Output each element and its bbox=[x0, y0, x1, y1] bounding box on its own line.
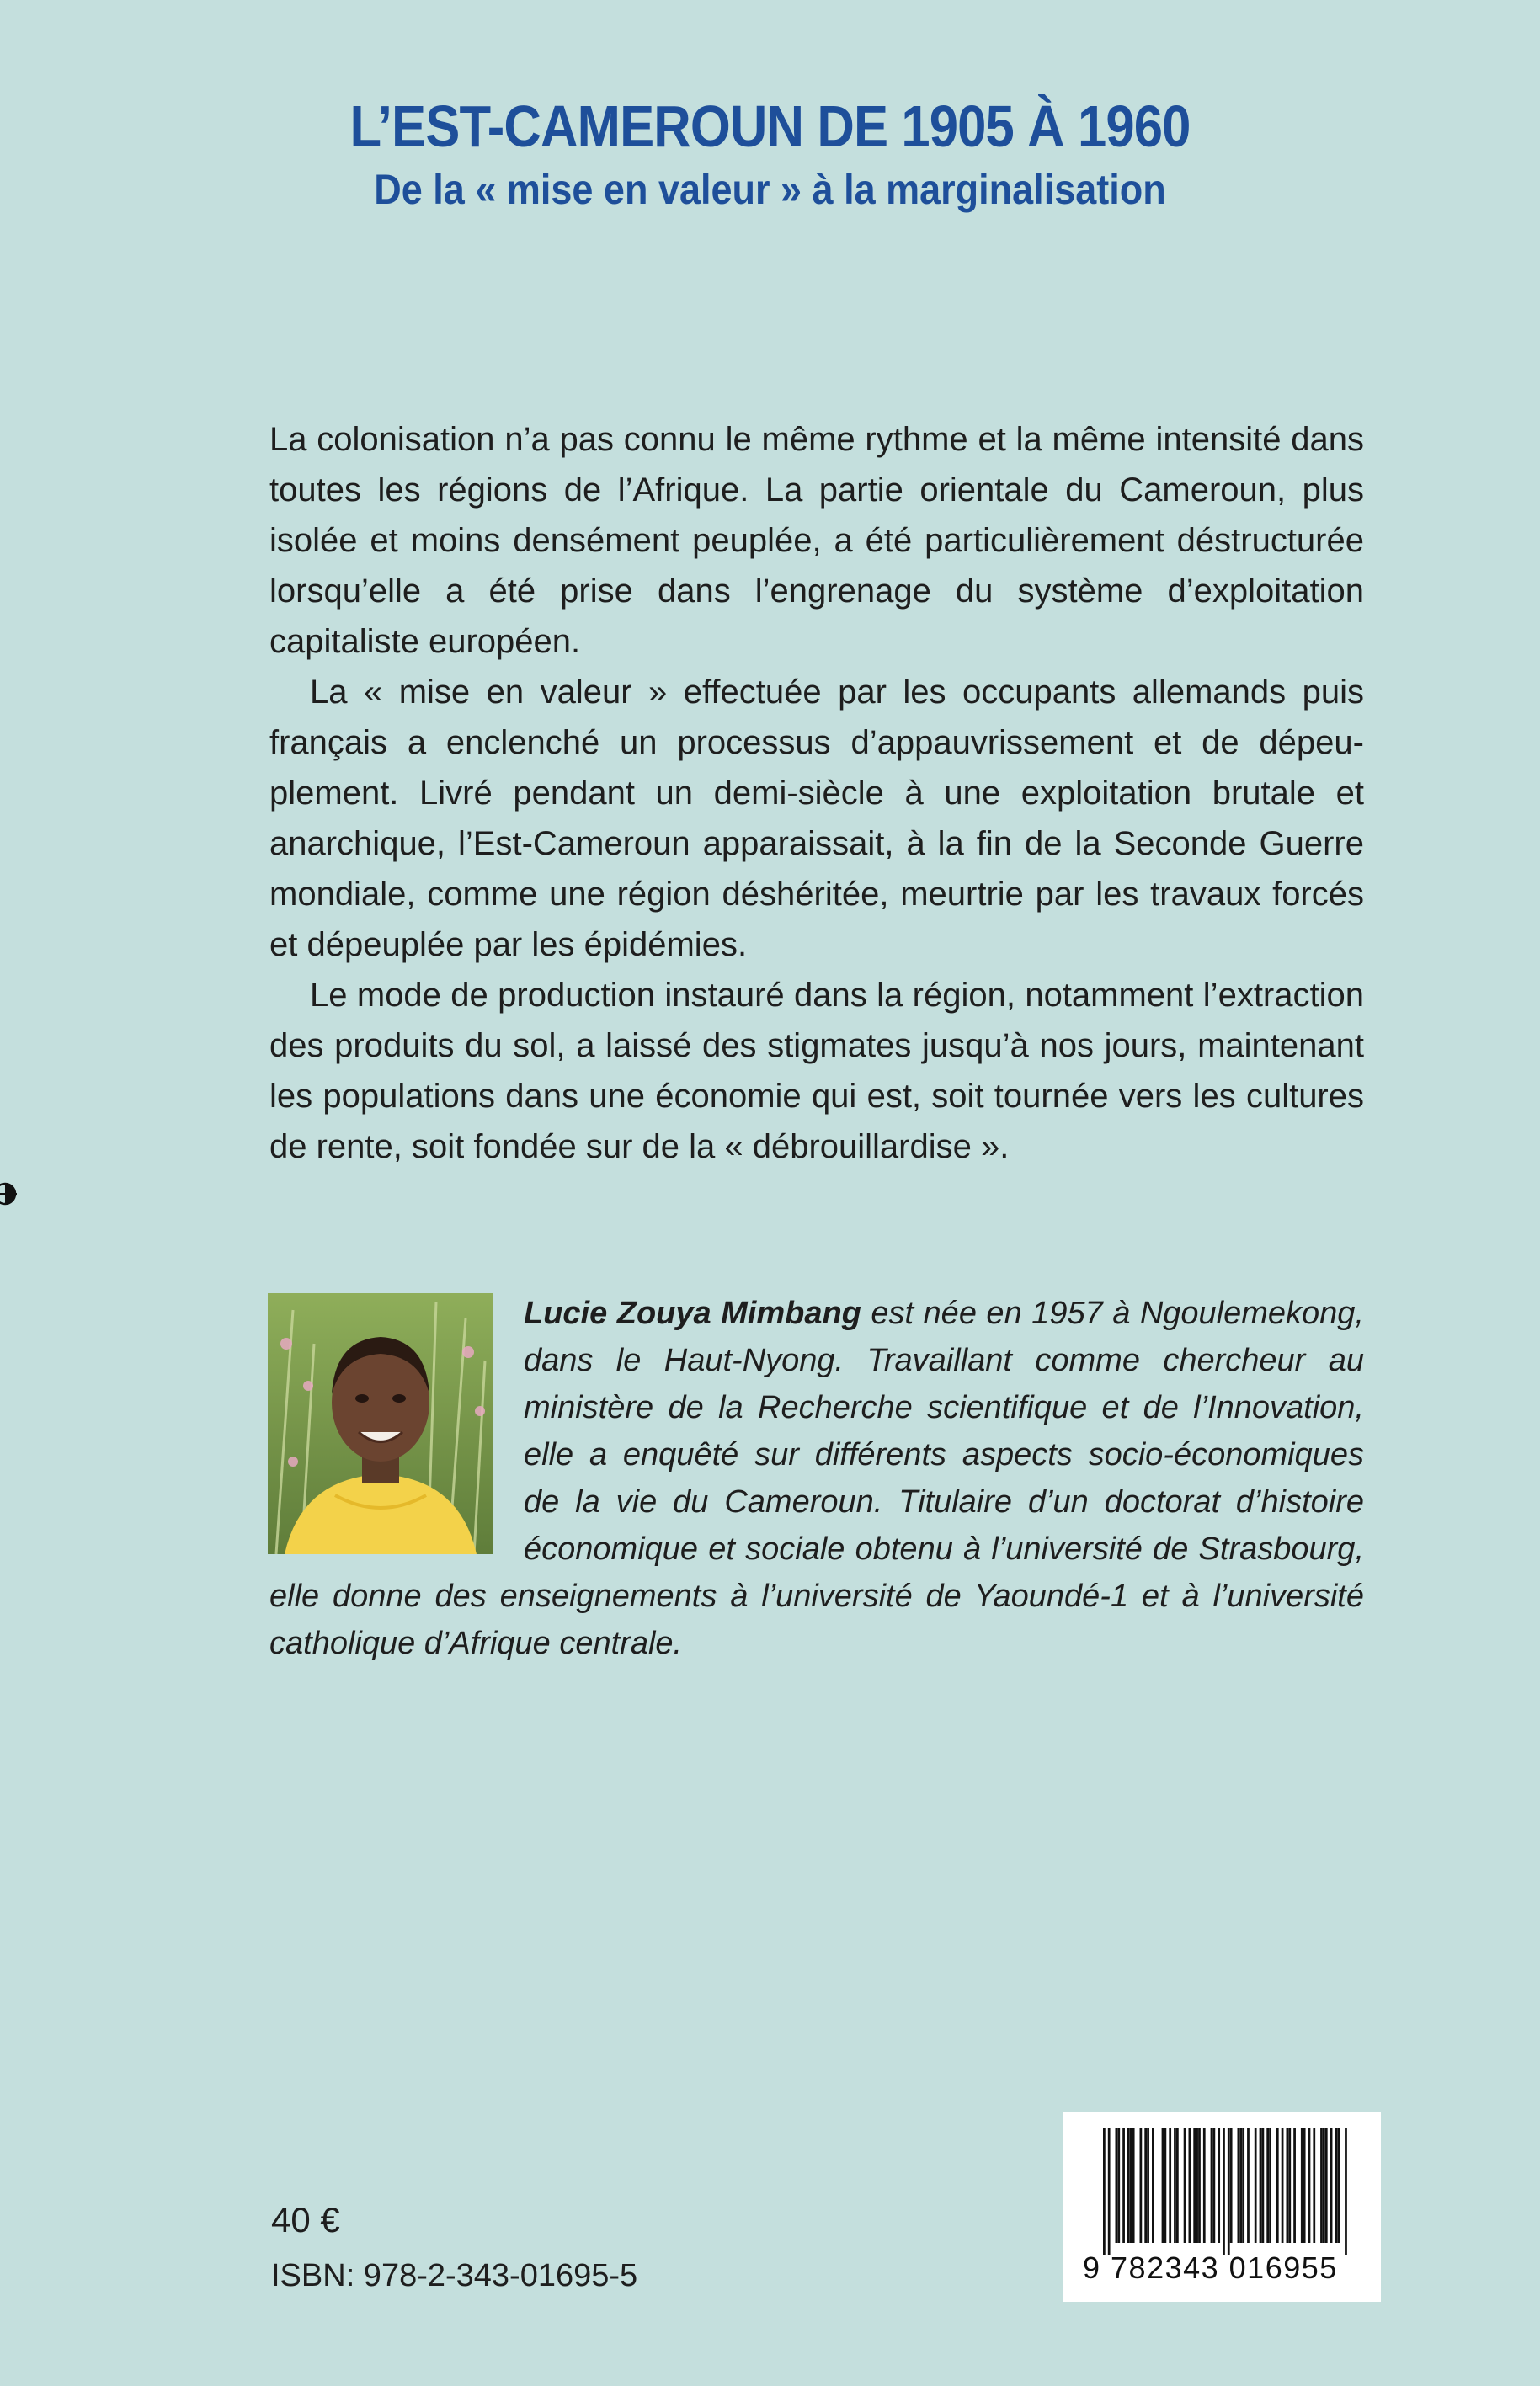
author-bio-text: est née en 1957 à Ngoulemekong, dans le Haut-Nyong. Travaillant comme chercheur au ministère de la Recherche scientifique et de l’Innovation, elle a enquêté sur différents aspects socio-économiques de la vie du Cameroun. Titulaire d’un doctorat d’histoire économique et sociale obtenu à l’université de Strasbourg, elle donne des enseignements à l’université de Yaoundé-1 et à l’université catholique d’Afrique centrale. bbox=[269, 1296, 1364, 1661]
book-title: L’EST-CAMEROUN DE 1905 À 1960 bbox=[349, 93, 1191, 159]
back-cover-blurb bbox=[269, 414, 1364, 1172]
barcode-digits: 9 782343 016955 bbox=[1083, 2250, 1338, 2285]
book-subtitle: De la « mise en valeur » à la marginalisation bbox=[374, 166, 1166, 213]
blurb-paragraph: La colonisation n’a pas connu le même rythme et la même intensité dans toutes les régions de l’Afrique. La partie orientale du Cameroun, plus isolée et moins densément peuplée, a été particulièrement déstructurée lorsqu’elle a été prise dans l’engrenage du système d’exploitation capitaliste européen. bbox=[269, 421, 1364, 660]
author-bio bbox=[269, 1290, 1364, 1667]
price: 40 € bbox=[271, 2200, 340, 2240]
blurb-paragraph: Le mode de production instauré dans la région, notamment l’extraction des produits du sol, a laissé des stigmates jusqu’à nos jours, maintenant les populations dans une économie qui est, soit tournée vers les cultures de rente, soit fondée sur de la « débrouillardise ». bbox=[269, 977, 1364, 1165]
registration-mark-icon bbox=[0, 1182, 17, 1206]
barcode bbox=[1063, 2112, 1381, 2302]
title-block bbox=[0, 91, 1540, 217]
author-name: Lucie Zouya Mimbang bbox=[524, 1296, 861, 1331]
barcode-bars bbox=[1103, 2128, 1347, 2255]
isbn: ISBN: 978-2-343-01695-5 bbox=[271, 2258, 638, 2293]
blurb-paragraph: La « mise en valeur » effectuée par les occupants allemands puis français a enclenché un processus d’appauvrissement et de dépeuplement. Livré pendant un demi-siècle à une exploitation brutale et anarchique, l’Est-Cameroun apparaissait, à la fin de la Seconde Guerre mondiale, comme une région déshéritée, meurtrie par les travaux forcés et dépeuplée par les épidémies. bbox=[269, 674, 1364, 963]
photo-spacer bbox=[269, 1290, 524, 1573]
